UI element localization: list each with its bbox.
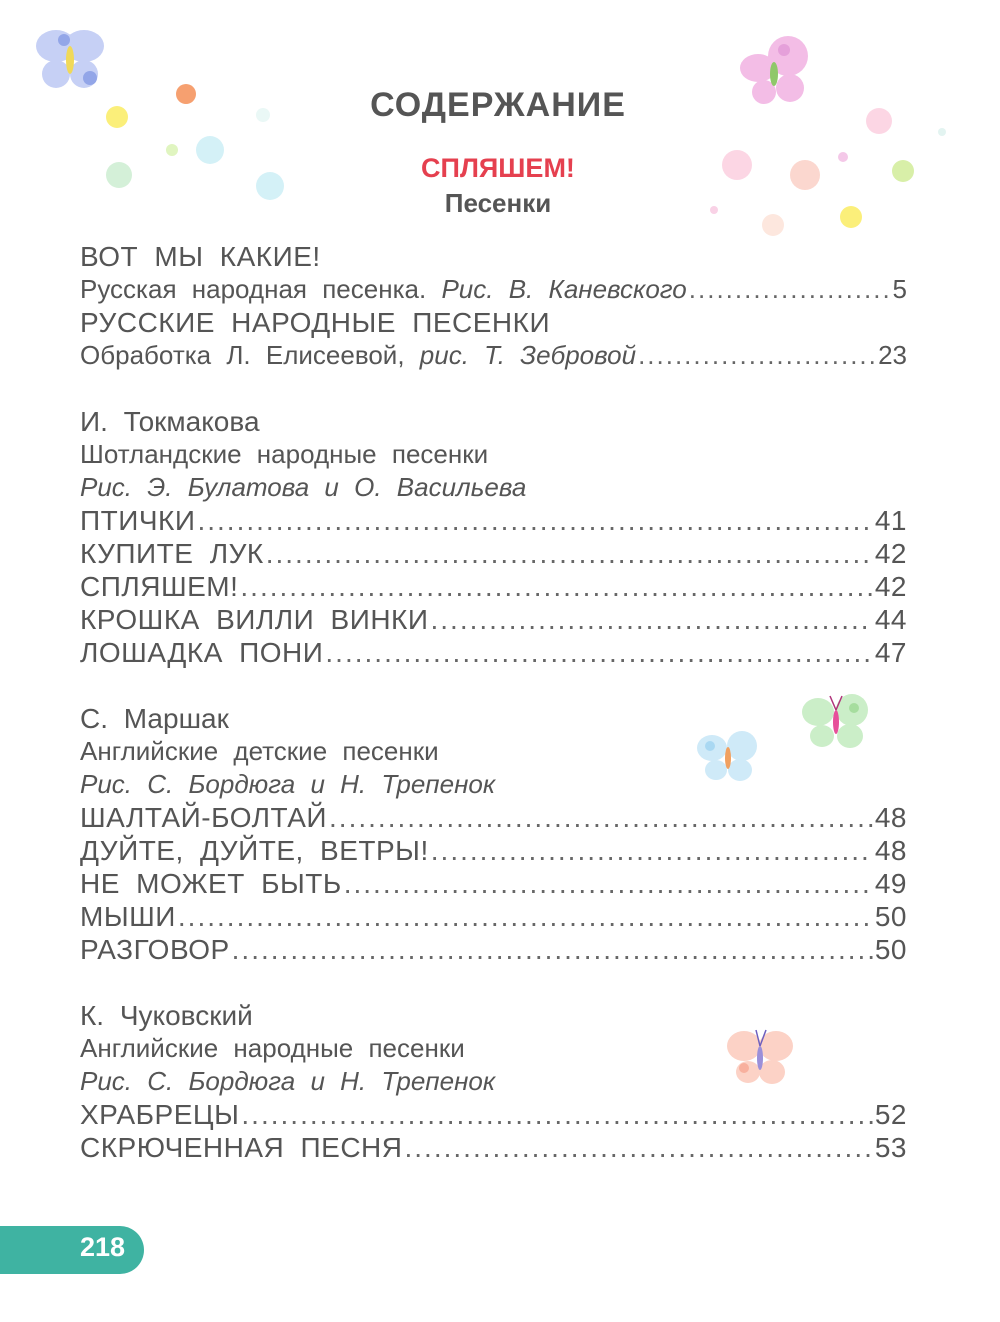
dot-leader xyxy=(266,537,873,570)
toc-page-number: 48 xyxy=(874,835,907,866)
dot-leader xyxy=(329,801,873,834)
toc-page-number: 50 xyxy=(874,934,907,965)
toc-entry[interactable] xyxy=(80,570,907,603)
illustrators-label: Рис. С. Бордюга и Н. Трепенок xyxy=(80,1066,496,1096)
table-of-contents xyxy=(80,240,907,1164)
collection-label: Шотландские народные песенки xyxy=(80,439,489,469)
dot-leader xyxy=(240,570,872,603)
toc-entry-illustrator: рис. Т. Зебровой xyxy=(419,340,637,370)
dot-leader xyxy=(241,1098,872,1131)
dot-leader xyxy=(197,504,872,537)
toc-page-number: 23 xyxy=(878,340,907,370)
dot-leader xyxy=(431,603,873,636)
toc-entry-title: НЕ МОЖЕТ БЫТЬ xyxy=(80,868,342,899)
illustrators xyxy=(80,471,907,504)
dot-leader xyxy=(344,867,873,900)
page-number: 218 xyxy=(80,1232,126,1262)
toc-entry[interactable] xyxy=(80,1098,907,1131)
toc-entry[interactable] xyxy=(80,636,907,669)
toc-entry[interactable] xyxy=(80,537,907,570)
toc-page-number: 48 xyxy=(874,802,907,833)
collection-label: Английские детские песенки xyxy=(80,736,439,766)
toc-entry-title: ВОТ МЫ КАКИЕ! xyxy=(80,241,321,272)
dot-leader xyxy=(689,273,891,306)
toc-entry[interactable] xyxy=(80,240,907,273)
collection-title xyxy=(80,735,907,768)
toc-entry-title: ЛОШАДКА ПОНИ xyxy=(80,637,324,668)
toc-entry-title: РАЗГОВОР xyxy=(80,934,230,965)
toc-entry-title: СПЛЯШЕМ! xyxy=(80,571,239,602)
toc-entry-title: ДУЙТЕ, ДУЙТЕ, ВЕТРЫ! xyxy=(80,835,429,866)
toc-entry[interactable] xyxy=(80,603,907,636)
toc-entry-title: ШАЛТАЙ-БОЛТАЙ xyxy=(80,802,328,833)
illustrators-label: Рис. Э. Булатова и О. Васильева xyxy=(80,472,527,502)
toc-entry-title: ПТИЧКИ xyxy=(80,505,196,536)
subsection-title: Песенки xyxy=(444,188,552,218)
toc-entry-title: ХРАБРЕЦЫ xyxy=(80,1099,240,1130)
toc-entry[interactable] xyxy=(80,867,907,900)
toc-page-number: 44 xyxy=(874,604,907,635)
toc-entry-title: СКРЮЧЕННАЯ ПЕСНЯ xyxy=(80,1132,403,1163)
illustrators xyxy=(80,1065,907,1098)
author-name xyxy=(80,702,907,735)
collection-title xyxy=(80,438,907,471)
illustrators-label: Рис. С. Бордюга и Н. Трепенок xyxy=(80,769,496,799)
collection-label: Английские народные песенки xyxy=(80,1033,465,1063)
section-title: СПЛЯШЕМ! xyxy=(421,153,575,183)
toc-page-number: 50 xyxy=(874,901,907,932)
author-label: С. Маршак xyxy=(80,703,229,734)
toc-entry[interactable] xyxy=(80,273,907,306)
author-label: К. Чуковский xyxy=(80,1000,253,1031)
toc-entry-title: КУПИТЕ ЛУК xyxy=(80,538,264,569)
toc-entry-title: МЫШИ xyxy=(80,901,176,932)
toc-page-number: 47 xyxy=(874,637,907,668)
author-name xyxy=(80,999,907,1032)
toc-entry[interactable] xyxy=(80,801,907,834)
illustrators xyxy=(80,768,907,801)
toc-entry-note: Обработка Л. Елисеевой, xyxy=(80,340,405,370)
toc-page-number: 5 xyxy=(892,274,907,304)
toc-page-number: 41 xyxy=(874,505,907,536)
toc-entry[interactable] xyxy=(80,933,907,966)
toc-entry[interactable] xyxy=(80,504,907,537)
author-label: И. Токмакова xyxy=(80,406,260,437)
toc-entry-title: РУССКИЕ НАРОДНЫЕ ПЕСЕНКИ xyxy=(80,307,551,338)
toc-entry-illustrator: Рис. В. Каневского xyxy=(441,274,687,304)
dot-leader xyxy=(178,900,873,933)
page-title: СОДЕРЖАНИЕ xyxy=(370,86,626,124)
dot-leader xyxy=(325,636,872,669)
toc-entry-note: Русская народная песенка. xyxy=(80,274,427,304)
toc-entry[interactable] xyxy=(80,900,907,933)
dot-leader xyxy=(232,933,873,966)
decorative-dot xyxy=(938,128,946,136)
dot-leader xyxy=(638,339,876,372)
toc-page-number: 53 xyxy=(874,1132,907,1163)
toc-entry[interactable] xyxy=(80,306,907,339)
toc-entry-title: КРОШКА ВИЛЛИ ВИНКИ xyxy=(80,604,429,635)
collection-title xyxy=(80,1032,907,1065)
toc-entry[interactable] xyxy=(80,339,907,372)
toc-entry[interactable] xyxy=(80,834,907,867)
dot-leader xyxy=(431,834,873,867)
dot-leader xyxy=(404,1131,872,1164)
toc-page-number: 42 xyxy=(874,571,907,602)
author-name xyxy=(80,405,907,438)
toc-page-number: 52 xyxy=(874,1099,907,1130)
toc-entry[interactable] xyxy=(80,1131,907,1164)
toc-page-number: 42 xyxy=(874,538,907,569)
toc-page-number: 49 xyxy=(874,868,907,899)
